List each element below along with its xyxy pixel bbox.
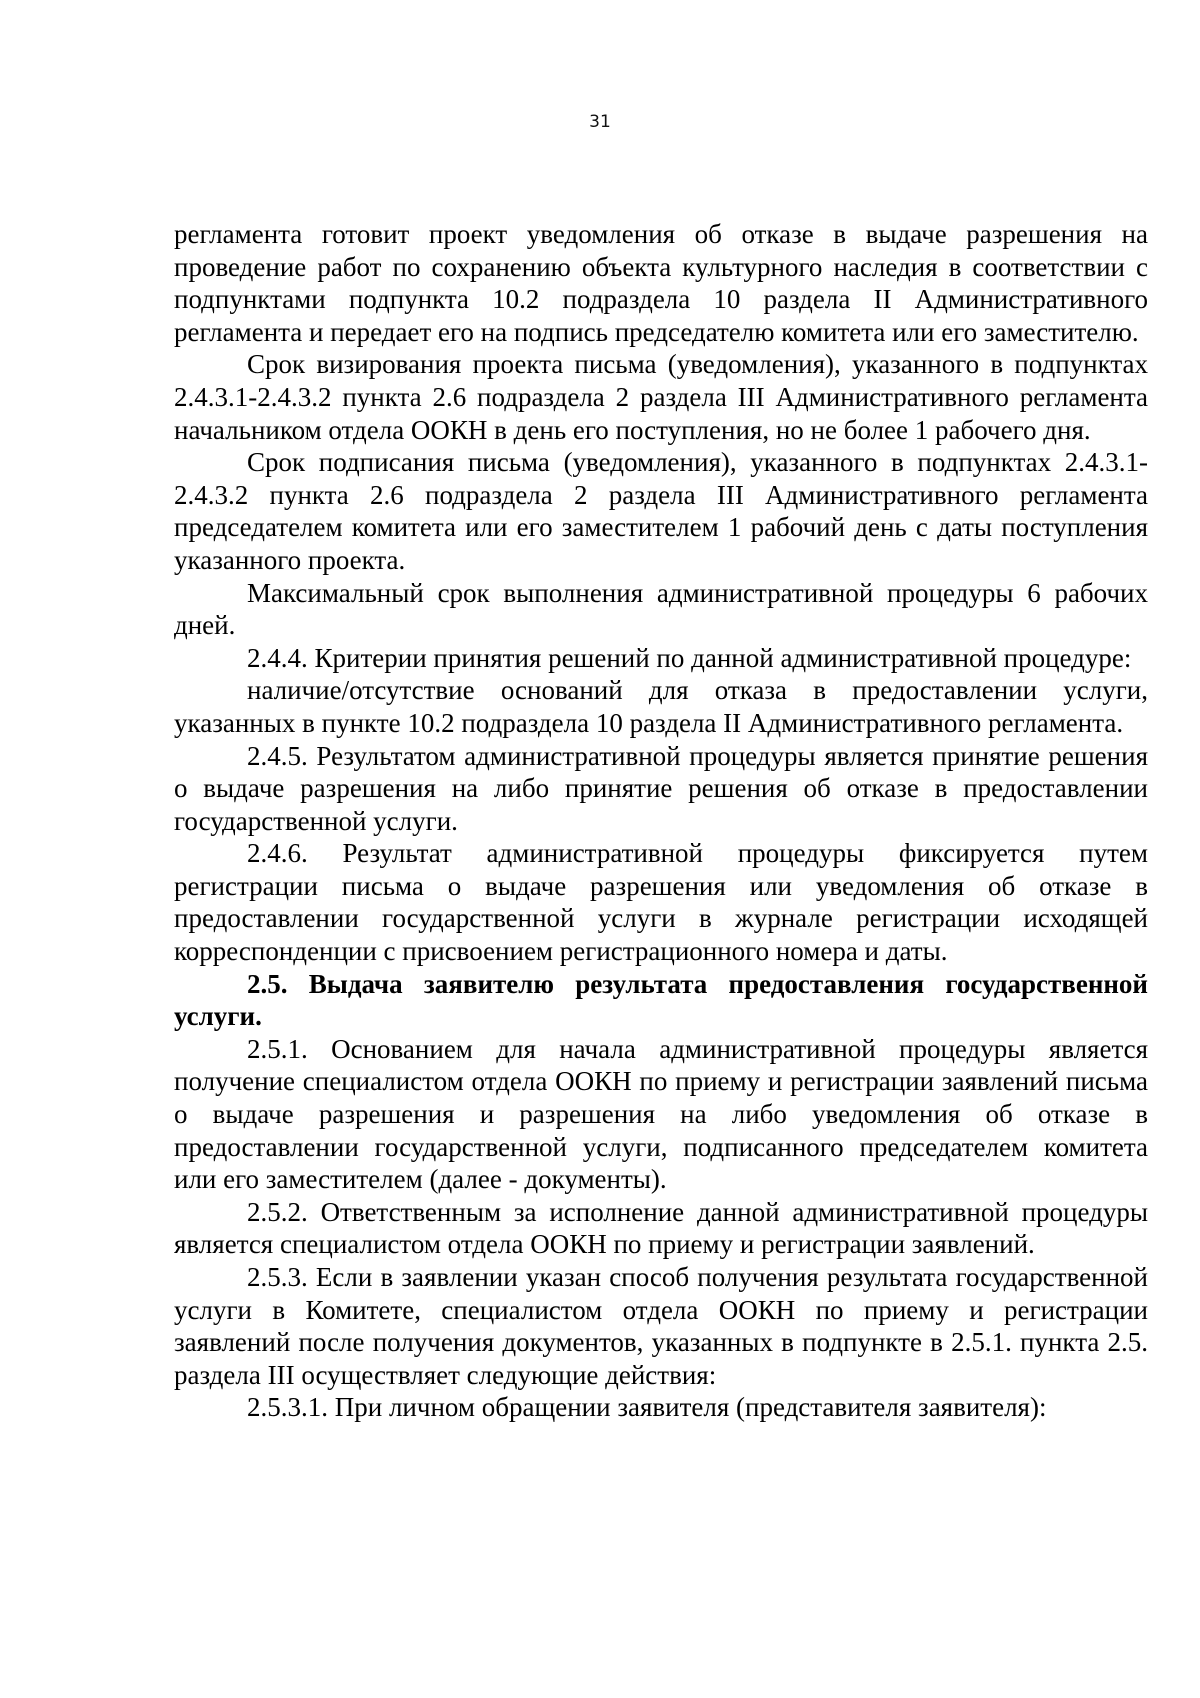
- paragraph-2-5-3-1: 2.5.3.1. При личном обращении заявителя (представителя заявителя):: [247, 1392, 1047, 1423]
- document-body: [174, 218, 1148, 1424]
- paragraph-approval-term: Срок визирования проекта письма (уведомления), указанного в подпунктах 2.4.3.1-2.4.3.2 пункта 2.6 подраздела 2 раздела III Административного регламента начальником отдела ООКН в день его поступления, но не более 1 рабочего дня.: [174, 349, 1148, 445]
- paragraph-criteria: наличие/отсутствие оснований для отказа в предоставлении услуги, указанных в пункте 10.2 подраздела 10 раздела II Административного регламента.: [174, 675, 1148, 738]
- paragraph-max-term: Максимальный срок выполнения административной процедуры 6 рабочих дней.: [174, 577, 1148, 641]
- paragraph-signing-term: Срок подписания письма (уведомления), указанного в подпунктах 2.4.3.1-2.4.3.2 пункта 2.6 подраздела 2 раздела III Административного регламента председателем комитета или его заместителем 1 рабочий день с даты поступления указанного проекта.: [174, 447, 1148, 575]
- paragraph-2-4-6: 2.4.6. Результат административной процедуры фиксируется путем регистрации письма о выдаче разрешения или уведомления об отказе в предоставлении государственной услуги в журнале регистрации исходящей корреспонденции с присвоением регистрационного номера и даты.: [174, 838, 1148, 967]
- paragraph-2-5-1: 2.5.1. Основанием для начала административной процедуры является получение специалистом отдела ООКН по приему и регистрации заявлений письма о выдаче разрешения и разрешения на либо уведомления об отказе в предоставлении государственной услуги, подписанного председателем комитета или его заместителем (далее - документы).: [174, 1033, 1148, 1195]
- paragraph-2-5-2: 2.5.2. Ответственным за исполнение данной административной процедуры является специалистом отдела ООКН по приему и регистрации заявлений.: [174, 1196, 1148, 1260]
- page-number: 31: [589, 112, 611, 132]
- paragraph-2-5-3: 2.5.3. Если в заявлении указан способ получения результата государственной услуги в Комитете, специалистом отдела ООКН по приему и регистрации заявлений после получения документов, указанных в подпункте в 2.5.1. пункта 2.5. раздела III осуществляет следующие действия:: [174, 1262, 1148, 1390]
- paragraph-2-4-5: 2.4.5. Результатом административной процедуры является принятие решения о выдаче разрешения на либо принятие решения об отказе в предоставлении государственной услуги.: [174, 740, 1148, 836]
- section-heading-2-5: 2.5. Выдача заявителю результата предоставления государственной услуги.: [174, 968, 1148, 1032]
- paragraph-regulation-continuation: регламента готовит проект уведомления об отказе в выдаче разрешения на проведение работ по сохранению объекта культурного наследия в соответствии с подпунктами подпункта 10.2 подраздела 10 раздела II Административного регламента и передает его на подпись председателю комитета или его заместителю.: [174, 219, 1148, 347]
- paragraph-2-4-4: 2.4.4. Критерии принятия решений по данной административной процедуре:: [247, 642, 1132, 673]
